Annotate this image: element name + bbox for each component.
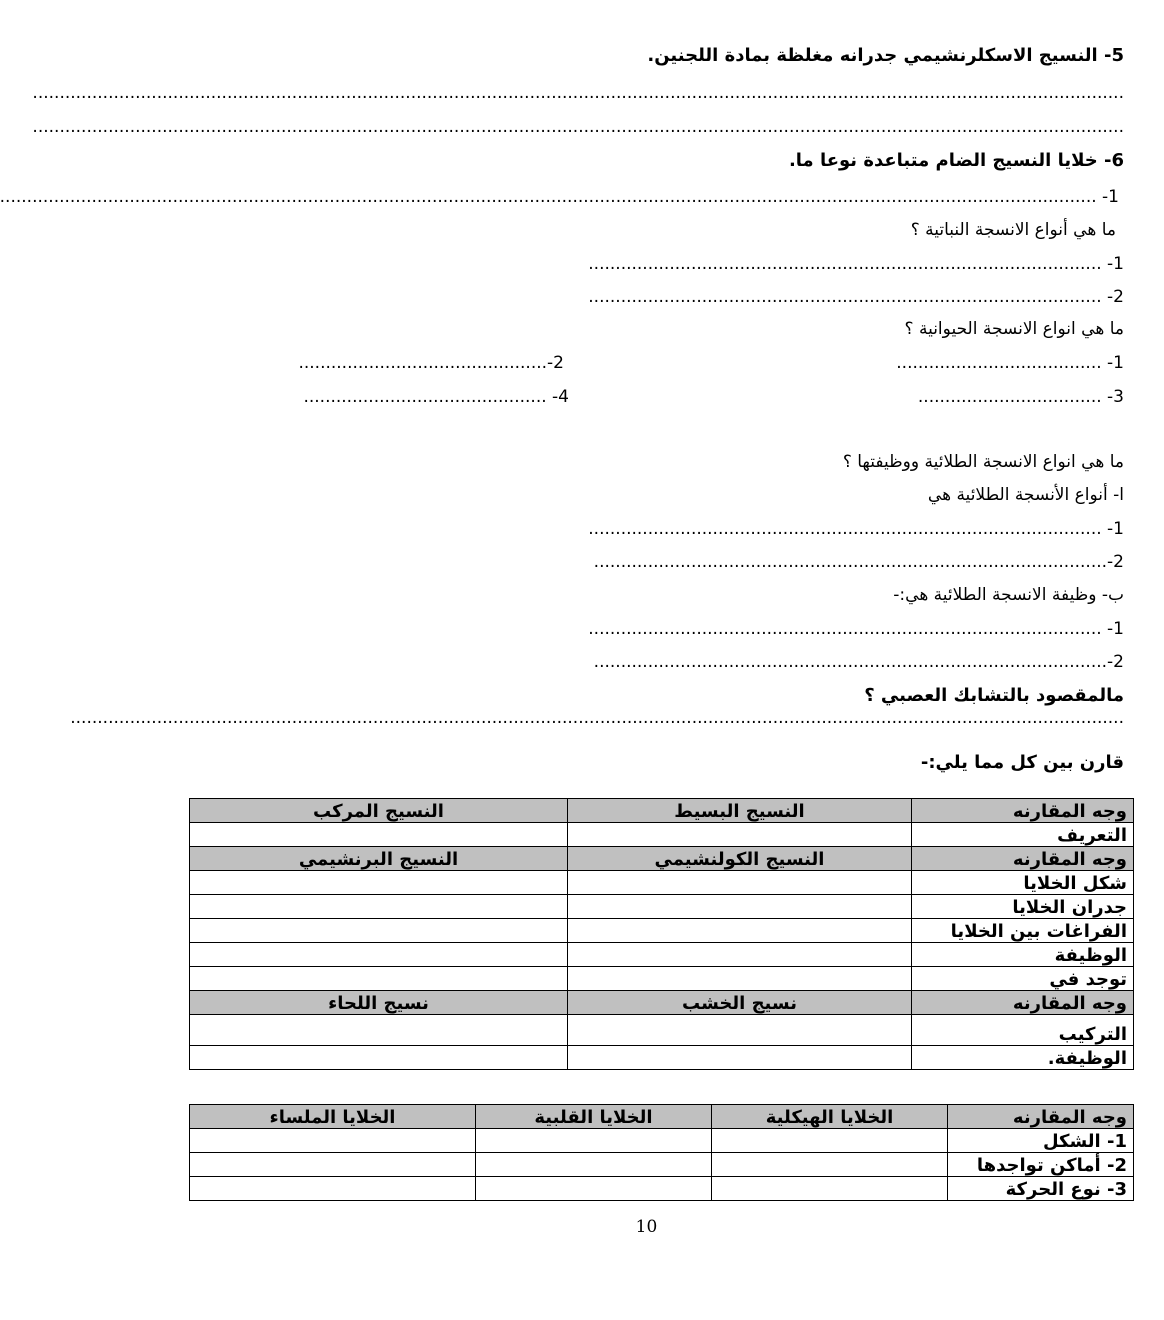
animal-answer-2: 2-..............................................	[298, 353, 564, 373]
table-row	[190, 871, 1134, 895]
answer-cell[interactable]	[568, 1015, 912, 1046]
table-row	[190, 1177, 1134, 1201]
answer-cell[interactable]	[568, 943, 912, 967]
plant-question: ما هي أنواع الانسجة النباتية ؟	[910, 220, 1116, 240]
epithelial-type-2: 2-...............................................................................................	[593, 552, 1124, 572]
plant-answer-1: 1- ...............................................................................................	[588, 254, 1124, 274]
answer-cell[interactable]	[568, 919, 912, 943]
synapse-answer-line: ...................................................................................................................................................................................................	[70, 708, 1124, 728]
epithelial-type-1: 1- ...............................................................................................	[588, 519, 1124, 539]
table-row	[190, 823, 1134, 847]
row-label: الوظيفة.	[912, 1046, 1134, 1070]
header-cell: النسيج البسيط	[568, 799, 912, 823]
answer-cell[interactable]	[568, 967, 912, 991]
animal-answer-1: 1- ......................................	[896, 353, 1124, 373]
epithelial-function-1: 1- ...............................................................................................	[588, 619, 1124, 639]
row-label: التعريف	[912, 823, 1134, 847]
answer-cell[interactable]	[568, 1046, 912, 1070]
comparison-table-muscle-cells	[189, 1104, 1134, 1201]
epithelial-types-label: ا- أنواع الأنسجة الطلائية هي	[927, 485, 1124, 505]
table-row	[190, 919, 1134, 943]
comparison-table-tissues	[189, 798, 1134, 1070]
epithelial-function-2: 2-...............................................................................................	[593, 652, 1124, 672]
row-label: التركيب	[912, 1015, 1134, 1046]
answer-cell[interactable]	[190, 823, 568, 847]
answer-cell[interactable]	[712, 1177, 948, 1201]
row-label: جدران الخلايا	[912, 895, 1134, 919]
header-cell: النسيج البرنشيمي	[190, 847, 568, 871]
epithelial-function-label: ب- وظيفة الانسجة الطلائية هي:-	[893, 585, 1124, 605]
animal-answer-3: 3- ..................................	[917, 387, 1124, 407]
page-number: 10	[635, 1217, 658, 1237]
header-cell: الخلايا الملساء	[190, 1105, 476, 1129]
compare-title: قارن بين كل مما يلي:-	[920, 752, 1124, 773]
q5-answer-line-2: ..........................................................................................................................................................................................................	[32, 117, 1124, 137]
animal-question: ما هي انواع الانسجة الحيوانية ؟	[904, 319, 1124, 339]
plant-answer-2: 2- ...............................................................................................	[588, 287, 1124, 307]
answer-cell[interactable]	[190, 919, 568, 943]
table-row	[190, 967, 1134, 991]
animal-answer-4: 4- .............................................	[303, 387, 569, 407]
q5-answer-line-1: ..........................................................................................................................................................................................................	[32, 83, 1124, 103]
header-cell: نسيج اللحاء	[190, 991, 568, 1015]
table-row	[190, 1129, 1134, 1153]
row-label: الوظيفة	[912, 943, 1134, 967]
row-label: الفراغات بين الخلايا	[912, 919, 1134, 943]
answer-cell[interactable]	[476, 1177, 712, 1201]
header-cell: وجه المقارنه	[912, 991, 1134, 1015]
answer-cell[interactable]	[190, 1129, 476, 1153]
header-cell: الخلايا الهيكلية	[712, 1105, 948, 1129]
table-row	[190, 943, 1134, 967]
answer-cell[interactable]	[190, 1015, 568, 1046]
header-cell: النسيج الكولنشيمي	[568, 847, 912, 871]
table-header-row	[190, 847, 1134, 871]
table-row	[190, 1015, 1134, 1046]
table-row	[190, 895, 1134, 919]
table-row	[190, 1046, 1134, 1070]
table-header-row	[190, 799, 1134, 823]
answer-cell[interactable]	[568, 823, 912, 847]
answer-cell[interactable]	[190, 943, 568, 967]
q6-answer-line: 1- ...........................................................................................................................................................................................................	[0, 187, 1119, 207]
answer-cell[interactable]	[476, 1129, 712, 1153]
answer-cell[interactable]	[190, 1177, 476, 1201]
table-header-row	[190, 1105, 1134, 1129]
header-cell: الخلايا القلبية	[476, 1105, 712, 1129]
header-cell: وجه المقارنه	[948, 1105, 1134, 1129]
answer-cell[interactable]	[190, 895, 568, 919]
answer-cell[interactable]	[712, 1153, 948, 1177]
row-label: توجد في	[912, 967, 1134, 991]
table-row	[190, 1153, 1134, 1177]
header-cell: وجه المقارنه	[912, 799, 1134, 823]
row-label: 2- أماكن تواجدها	[948, 1153, 1134, 1177]
synapse-question: مالمقصود بالتشابك العصبي ؟	[864, 685, 1124, 706]
row-label: 1- الشكل	[948, 1129, 1134, 1153]
header-cell: النسيج المركب	[190, 799, 568, 823]
epithelial-question: ما هي انواع الانسجة الطلائية ووظيفتها ؟	[842, 452, 1124, 472]
header-cell: وجه المقارنه	[912, 847, 1134, 871]
answer-cell[interactable]	[190, 1046, 568, 1070]
answer-cell[interactable]	[568, 895, 912, 919]
answer-cell[interactable]	[712, 1129, 948, 1153]
row-label: 3- نوع الحركة	[948, 1177, 1134, 1201]
answer-cell[interactable]	[190, 967, 568, 991]
q5-text: 5- النسيج الاسكلرنشيمي جدرانه مغلظة بمادة اللجنين.	[647, 45, 1124, 66]
header-cell: نسيج الخشب	[568, 991, 912, 1015]
q6-text: 6- خلايا النسيج الضام متباعدة نوعا ما.	[788, 150, 1124, 171]
answer-cell[interactable]	[190, 1153, 476, 1177]
answer-cell[interactable]	[190, 871, 568, 895]
row-label: شكل الخلايا	[912, 871, 1134, 895]
answer-cell[interactable]	[568, 871, 912, 895]
answer-cell[interactable]	[476, 1153, 712, 1177]
table-header-row	[190, 991, 1134, 1015]
